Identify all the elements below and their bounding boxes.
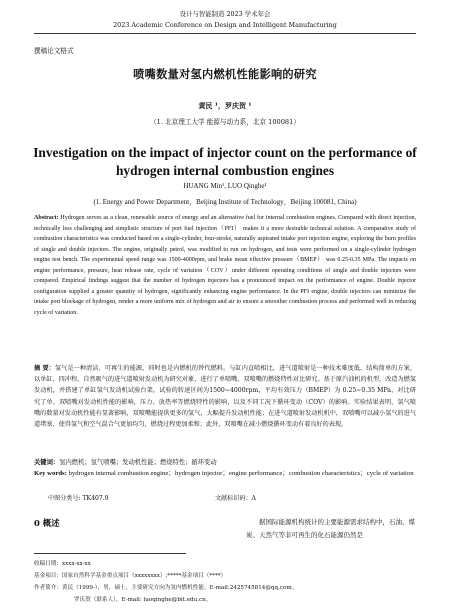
intro-paragraph: 据国际能源机构统计的主要能源需求结构中，石油、煤炭、天然气等非可再生的化石能源仍然是 [246, 518, 415, 539]
footnote-rule [34, 553, 186, 554]
document-code: 文献标识码：A [215, 495, 256, 502]
zh-abstract-text: 氢气是一种清洁、可再生的能源，同时也是内燃机的替代燃料。与缸内直喷相比，进气道喷射是一种技术难度低、结构简单的方案，以单缸、四冲程、自然吸气的进气道喷射发动机为研究对象，进行了单喷嘴、双喷嘴的燃烧特性对比研究。基于原汽油机的机型，改造为燃氢发动机，并搭建了单缸氢气发动机试验台架，试验的转速区间为1500~4000rpm，平均有效压力（BMEP）为 0.25~0.35 MPa，对比研究了单、双喷嘴对发动机性能的影响，压力、放热率等燃烧特性的影响，以及不同工况下循环变动（COV）的影响。实验结果表明，氢气喷嘴的数量对发动机性能有显著影响，双喷嘴能提供更多的氢气，大幅提升发动机性能；在进气道喷射发动机机中，双喷嘴可以减小氢气的进气道堵塞，使得氢气和空气混合气更加均匀，燃烧过程更加柔和；此外，双喷嘴在减小燃烧循环变动有着良好的表现。 [34, 365, 416, 429]
english-authors: HUANG Min¹, LUO Qinghe¹ [183, 182, 267, 190]
footnote-author-info: 作者简介：黄民（1999-），男，硕士，主要研究方向为氢内燃机性能。E-mail:2425745814@qq.com。 [34, 585, 298, 591]
paper-format-tag: 撰稿论文格式 [34, 47, 74, 55]
footnote-funding: 基金项目：国家自然科学基金重点项目（xxxxxxxx）;*****基金项目（****） [34, 573, 227, 579]
chinese-abstract [34, 363, 416, 430]
classification-number: 中图分类号: TK407.9 [48, 495, 109, 502]
footnote-contact: 罗庆贺（联系人），E-mail: luoqinghe@bit.edu.cn。 [74, 597, 212, 603]
abstract-label: Abstract: [34, 215, 59, 221]
running-header-en: 2023 Academic Conference on Design and Intelligent Manufacturing [113, 21, 337, 29]
en-keywords-label: Key words: [34, 470, 67, 477]
english-keywords [34, 469, 416, 480]
zh-abstract-label: 摘 要： [34, 365, 55, 372]
header-rule [34, 33, 416, 34]
footnote-received: 收稿日期：xxxx-xx-xx [34, 561, 91, 567]
zh-keywords-label: 关键词： [34, 459, 60, 466]
zh-keywords-text: 氢内燃机；氢气喷嘴；发动机性能；燃烧特性；循环变动 [59, 459, 217, 466]
section-heading: 0 概述 [34, 518, 60, 528]
english-title: Investigation on the impact of injector count on the performance of hydrogen internal combustion engines [33, 145, 417, 178]
en-keywords-text: hydrogen internal combustion engine；hydrogen injector；engine performance；combustion characteristics；cycle of variation [68, 470, 414, 477]
chinese-keywords [34, 457, 416, 466]
chinese-affiliation: （1. 北京理工大学 能源与动力系，北京 100081） [150, 118, 300, 126]
chinese-title: 喷嘴数量对氢内燃机性能影响的研究 [133, 67, 317, 81]
running-header-zh: 设计与智能制造 2023 学术年会 [179, 10, 271, 18]
chinese-authors: 黄民 ¹，罗庆贺 ¹ [198, 101, 252, 110]
english-affiliation: (1. Energy and Power Department，Beijing Institute of Technology，Beijing 100081, China) [93, 198, 357, 206]
english-abstract [34, 213, 416, 318]
abstract-text: Hydrogen serves as a clean, renewable source of energy and an alternative fuel for internal combustion engines. Compared with direct injection, technically less challenging and simplistic structure of port fuel injection（PFI） makes it a more desirable technical solution. A comparative study of combustion characteristics was conducted based on a single-cylinder, four-stroke, naturally aspirated intake port injection engine, exploring the burn profiles of single and double injectors. The engine, originally petrol, was modified to run on hydrogen, and tests were performed on a single-cylinder hydrogen engine test bench. The experimental speed range was 1500-4000rpm, and brake mean effective pressure（BMEP） was 0.25-0.35 MPa. The impacts on engine performance, pressure, heat release rate, cycle of variation（COV）under different operating conditions of single and double injectors were compared. Empirical findings suggest that the number of hydrogen injectors has a pronounced impact on the performance of engine. Double injector configuration supplied a greater quantity of hydrogen, significantly enhancing engine performance. In the PFI engine, double injectors can minimize the intake port blockage of hydrogen, render a more uniform mix of hydrogen and air to ensure a smoother combustion process and performed well in reducing cycle of variation. [34, 215, 417, 316]
